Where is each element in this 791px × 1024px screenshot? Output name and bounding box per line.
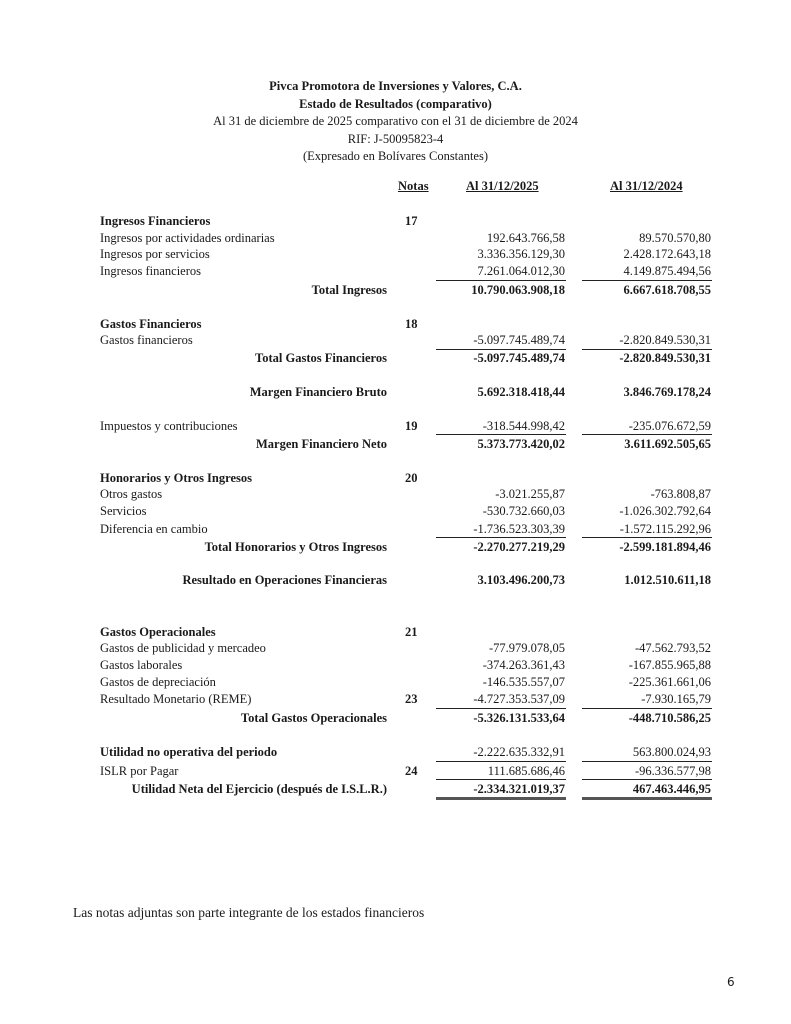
value-2025: -374.263.361,43 <box>482 658 565 672</box>
row-label: Diferencia en cambio <box>100 522 208 536</box>
value-2025: -5.097.745.489,74 <box>473 333 565 347</box>
row-label: Total Ingresos <box>311 283 387 297</box>
value-2024: -7.930.165,79 <box>641 692 711 706</box>
row-label: Gastos Operacionales <box>100 625 216 639</box>
row-label: Total Gastos Operacionales <box>240 711 387 725</box>
table-row-section <box>0 213 791 230</box>
statement-period: Al 31 de diciembre de 2025 comparativo con el 31 de diciembre de 2024 <box>213 114 578 128</box>
table-row-total <box>0 572 791 589</box>
value-2024: 2.428.172.643,18 <box>623 247 711 261</box>
value-2025: -146.535.557,07 <box>482 675 565 689</box>
value-2024: -763.808,87 <box>650 487 711 501</box>
value-2025: 111.685.686,46 <box>487 764 565 778</box>
row-label: Utilidad Neta del Ejercicio (después de I.S.L.R.) <box>131 782 387 796</box>
row-label: Total Honorarios y Otros Ingresos <box>204 540 387 554</box>
value-2024: -96.336.577,98 <box>634 764 711 778</box>
value-2024: 3.611.692.505,65 <box>624 437 711 451</box>
row-label: Ingresos por servicios <box>100 247 210 261</box>
value-2025: 5.373.773.420,02 <box>477 437 565 451</box>
row-nota: 20 <box>405 471 418 485</box>
value-2025: -2.334.321.019,37 <box>473 782 565 796</box>
value-2025: 3.103.496.200,73 <box>477 573 565 587</box>
rif-number: RIF: J-50095823-4 <box>347 131 444 146</box>
row-label: Impuestos y contribuciones <box>100 419 238 433</box>
value-2025: -4.727.353.537,09 <box>473 692 565 706</box>
table-row-total <box>0 781 791 798</box>
table-row <box>0 503 791 520</box>
value-2024: -1.026.302.792,64 <box>619 504 711 518</box>
value-2025: -5.097.745.489,74 <box>473 351 565 365</box>
table-row <box>0 521 791 538</box>
row-label: Ingresos Financieros <box>100 214 211 228</box>
value-2024: -448.710.586,25 <box>628 711 711 725</box>
column-header-2025: Al 31/12/2025 <box>466 179 539 193</box>
table-row <box>0 332 791 349</box>
row-nota: 19 <box>405 419 418 433</box>
value-2024: -225.361.661,06 <box>628 675 711 689</box>
value-2025: -2.270.277.219,29 <box>473 540 565 554</box>
value-2024: 1.012.510.611,18 <box>624 573 711 587</box>
row-nota: 17 <box>405 214 418 228</box>
underline-rule <box>436 537 566 538</box>
value-2025: 192.643.766,58 <box>486 231 565 245</box>
row-label: Otros gastos <box>100 487 163 501</box>
underline-rule <box>436 280 566 281</box>
table-row-total <box>0 350 791 367</box>
value-2025: -1.736.523.303,39 <box>473 522 565 536</box>
row-label: Gastos de publicidad y mercadeo <box>100 641 266 655</box>
table-row <box>0 691 791 708</box>
underline-rule <box>582 708 712 709</box>
value-2024: -2.599.181.894,46 <box>619 540 711 554</box>
company-name: Pivca Promotora de Inversiones y Valores, C.A. <box>269 79 522 93</box>
underline-rule <box>436 708 566 709</box>
row-label: Ingresos financieros <box>100 264 202 278</box>
value-2024: 563.800.024,93 <box>632 745 711 759</box>
double-underline-rule <box>582 797 712 800</box>
table-row-total <box>0 384 791 401</box>
row-nota: 21 <box>405 625 418 639</box>
row-label: Total Gastos Financieros <box>255 351 387 365</box>
value-2024: -235.076.672,59 <box>628 419 711 433</box>
value-2024: 467.463.446,95 <box>632 782 711 796</box>
value-2025: 7.261.064.012,30 <box>477 264 565 278</box>
row-label: Ingresos por actividades ordinarias <box>100 231 275 245</box>
value-2025: -318.544.998,42 <box>482 419 565 433</box>
value-2024: -1.572.115.292,96 <box>619 522 711 536</box>
row-label: Resultado en Operaciones Financieras <box>182 573 387 587</box>
table-row-section <box>0 624 791 641</box>
row-label: Gastos laborales <box>100 658 183 672</box>
table-row-section <box>0 470 791 487</box>
value-2025: -3.021.255,87 <box>495 487 565 501</box>
value-2024: -47.562.793,52 <box>634 641 711 655</box>
table-row <box>0 263 791 280</box>
table-row <box>0 418 791 435</box>
page-number: 6 <box>727 975 735 989</box>
row-nota: 23 <box>405 692 418 706</box>
footer-note: Las notas adjuntas son parte integrante de los estados financieros <box>73 905 425 920</box>
table-row <box>0 657 791 674</box>
value-2024: 4.149.875.494,56 <box>623 264 711 278</box>
table-row <box>0 486 791 503</box>
table-row-total <box>0 710 791 727</box>
row-nota: 24 <box>405 764 418 778</box>
double-underline-rule <box>436 797 566 800</box>
row-label: Resultado Monetario (REME) <box>100 692 252 706</box>
row-label: ISLR por Pagar <box>100 764 179 778</box>
table-row-total <box>0 282 791 299</box>
table-row-total <box>0 539 791 556</box>
underline-rule <box>582 537 712 538</box>
value-2025: 3.336.356.129,30 <box>477 247 565 261</box>
underline-rule <box>582 761 712 762</box>
table-row <box>0 674 791 691</box>
column-header-notas: Notas <box>398 179 429 193</box>
row-label: Gastos financieros <box>100 333 193 347</box>
table-row <box>0 640 791 657</box>
row-label: Gastos de depreciación <box>100 675 216 689</box>
row-nota: 18 <box>405 317 418 331</box>
row-label: Margen Financiero Neto <box>256 437 387 451</box>
currency-note: (Expresado en Bolívares Constantes) <box>302 149 489 163</box>
value-2024: -167.855.965,88 <box>628 658 711 672</box>
underline-rule <box>582 434 712 435</box>
table-row <box>0 744 791 761</box>
statement-title: Estado de Resultados (comparativo) <box>299 96 492 111</box>
row-label: Honorarios y Otros Ingresos <box>100 471 252 485</box>
value-2025: 10.790.063.908,18 <box>471 283 565 297</box>
value-2025: -2.222.635.332,91 <box>473 745 565 759</box>
value-2025: -5.326.131.533,64 <box>473 711 565 725</box>
table-row <box>0 230 791 247</box>
row-label: Gastos Financieros <box>100 317 202 331</box>
column-header-2024: Al 31/12/2024 <box>610 179 683 193</box>
underline-rule <box>582 280 712 281</box>
table-row-section <box>0 316 791 333</box>
row-label: Margen Financiero Bruto <box>249 385 387 399</box>
statement-header <box>0 78 791 166</box>
value-2025: -77.979.078,05 <box>488 641 565 655</box>
underline-rule <box>436 761 566 762</box>
value-2024: -2.820.849.530,31 <box>619 351 711 365</box>
value-2025: -530.732.660,03 <box>482 504 565 518</box>
value-2024: 89.570.570,80 <box>639 231 711 245</box>
underline-rule <box>436 434 566 435</box>
value-2024: 3.846.769.178,24 <box>623 385 711 399</box>
table-row <box>0 246 791 263</box>
table-row-total <box>0 436 791 453</box>
table-row <box>0 763 791 780</box>
row-label: Utilidad no operativa del periodo <box>100 745 278 759</box>
underline-rule <box>436 779 566 780</box>
value-2024: 6.667.618.708,55 <box>623 283 711 297</box>
underline-rule <box>582 779 712 780</box>
row-label: Servicios <box>100 504 147 518</box>
value-2025: 5.692.318.418,44 <box>477 385 565 399</box>
value-2024: -2.820.849.530,31 <box>619 333 711 347</box>
